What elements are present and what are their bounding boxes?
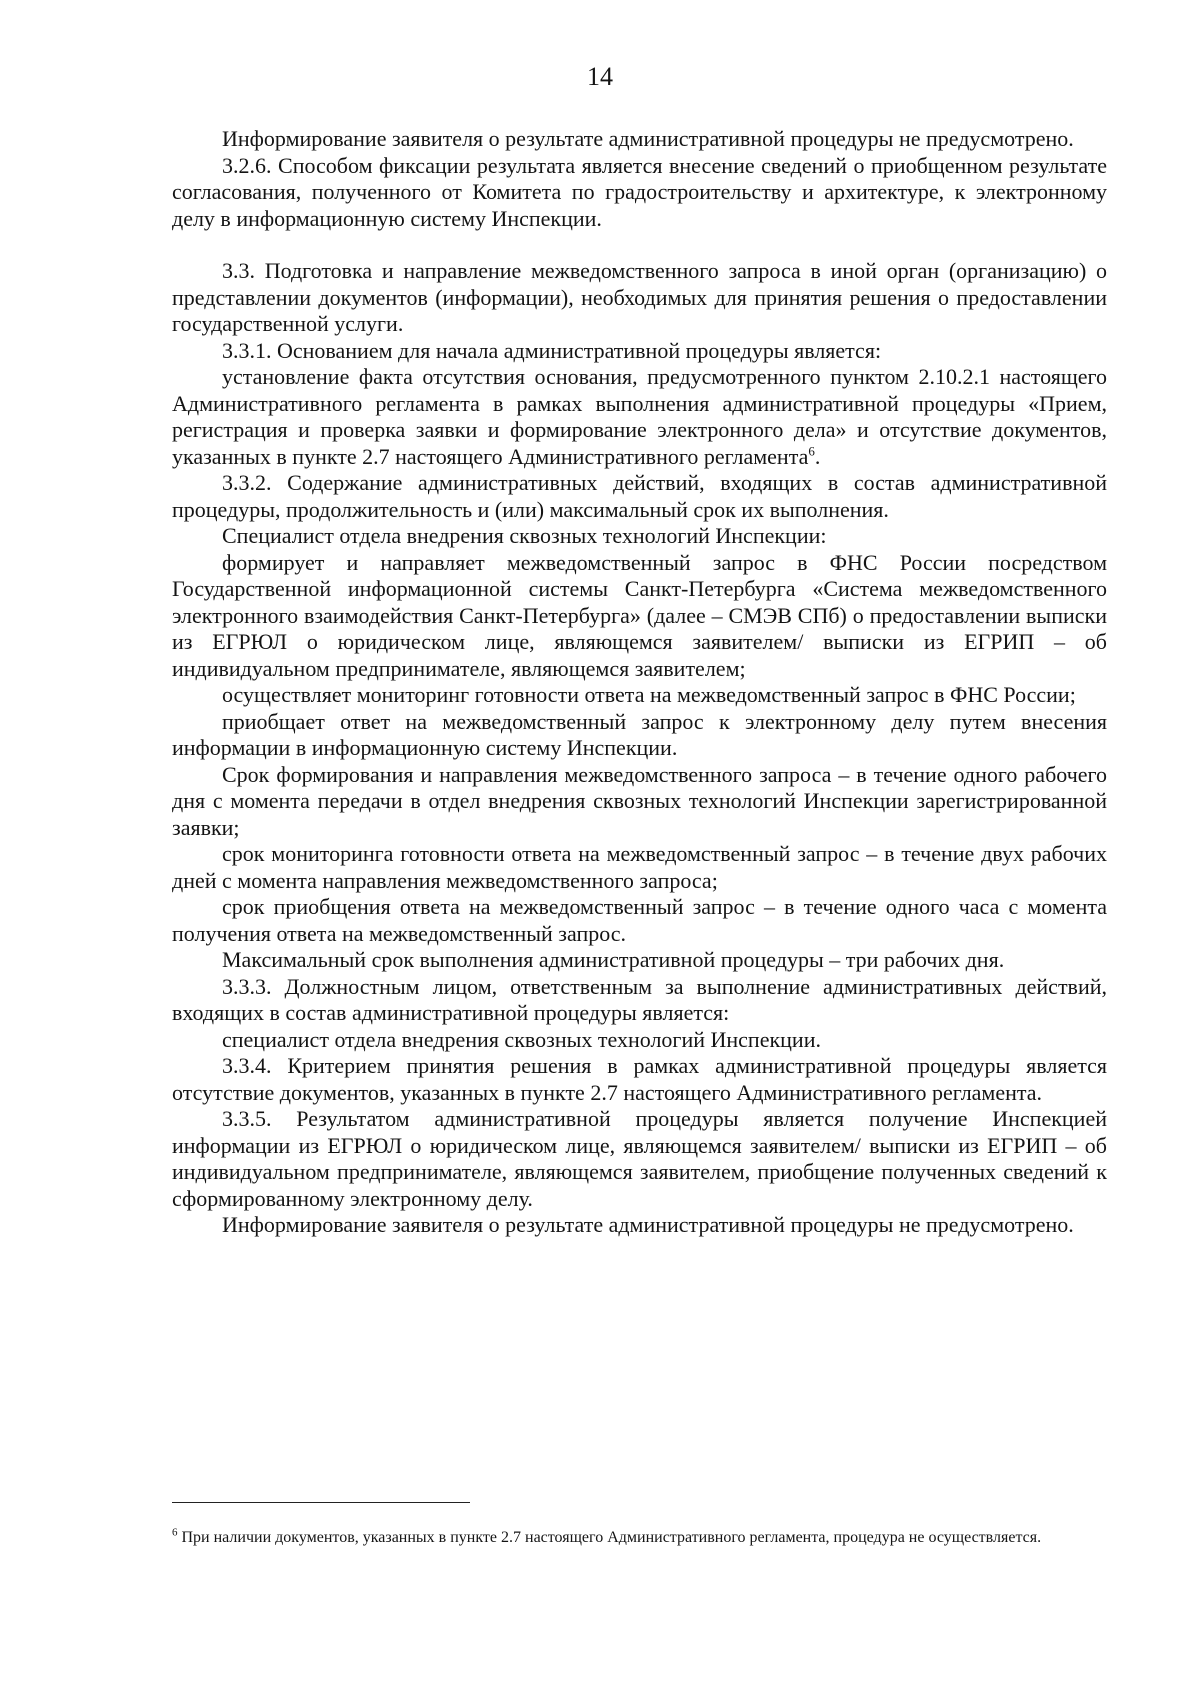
paragraph: срок мониторинга готовности ответа на межведомственный запрос – в течение двух рабочих дней с момента направления межведомственного запроса; <box>172 841 1107 893</box>
footnote-reference: 6 <box>808 443 815 459</box>
page-number: 14 <box>587 62 613 91</box>
section-heading: 3.3. Подготовка и направление межведомственного запроса в иной орган (организацию) о представлении документов (информации), необходимых для принятия решения о предоставлении государственной услуги. <box>172 258 1107 336</box>
paragraph: срок приобщения ответа на межведомственный запрос – в течение одного часа с момента получения ответа на межведомственный запрос. <box>172 894 1107 946</box>
paragraph: Информирование заявителя о результате административной процедуры не предусмотрено. <box>222 126 1074 151</box>
paragraph: Срок формирования и направления межведомственного запроса – в течение одного рабочего дня с момента передачи в отдел внедрения сквозных технологий Инспекции зарегистрированной заявки; <box>172 761 1107 840</box>
body-text <box>172 126 1107 1239</box>
paragraph: 3.2.6. Способом фиксации результата является внесение сведений о приобщенном результате согласования, полученного от Комитета по градостроительству и архитектуре, к электронному делу в информационную систему Инспекции. <box>172 152 1107 231</box>
paragraph: Максимальный срок выполнения административной процедуры – три рабочих дня. <box>222 947 1005 972</box>
paragraph: формирует и направляет межведомственный запрос в ФНС России посредством Государственной информационной системы Санкт-Петербурга «Система межведомственного электронного взаимодействия Санкт-Петербурга» (далее – СМЭВ СПб) о предоставлении выписки из ЕГРЮЛ о юридическом лице, являющемся заявителем/ выписки из ЕГРИП – об индивидуальном предпринимателе, являющемся заявителем; <box>172 549 1107 681</box>
paragraph: 3.3.5. Результатом административной процедуры является получение Инспекцией информации из ЕГРЮЛ о юридическом лице, являющемся заявителем/ выписки из ЕГРИП – об индивидуальном предпринимателе, являющемся заявителем, приобщение полученных сведений к сформированному электронному делу. <box>172 1106 1107 1211</box>
paragraph: Специалист отдела внедрения сквозных технологий Инспекции: <box>222 523 827 548</box>
paragraph: приобщает ответ на межведомственный запрос к электронному делу путем внесения информации в информационную систему Инспекции. <box>172 708 1107 760</box>
paragraph <box>172 364 1107 470</box>
paragraph: 3.3.1. Основанием для начала административной процедуры является: <box>222 337 882 363</box>
paragraph-text: установление факта отсутствия основания, предусмотренного пунктом 2.10.2.1 настоящего Административного регламента в рамках выполнения административной процедуры «Прием, регистрация и проверка заявки и формирование электронного дела» и отсутствие документов, указанных в пункте 2.7 настоящего Административного регламента <box>172 364 1107 469</box>
footnote-text: При наличии документов, указанных в пункте 2.7 настоящего Административного регламента, процедура не осуществляется. <box>177 1529 1042 1546</box>
footnote-marker: 6 <box>172 1526 178 1539</box>
paragraph: Информирование заявителя о результате административной процедуры не предусмотрено. <box>222 1212 1074 1237</box>
paragraph: специалист отдела внедрения сквозных технологий Инспекции. <box>222 1026 821 1052</box>
paragraph-end: . <box>814 443 821 469</box>
paragraph: 3.3.3. Должностным лицом, ответственным за выполнение административных действий, входящих в состав административной процедуры является: <box>172 973 1107 1025</box>
paragraph: 3.3.2. Содержание административных действий, входящих в состав административной процедуры, продолжительность и (или) максимальный срок их выполнения. <box>172 470 1107 522</box>
footnote-divider <box>172 1502 470 1503</box>
paragraph: 3.3.4. Критерием принятия решения в рамках административной процедуры является отсутствие документов, указанных в пункте 2.7 настоящего Административного регламента. <box>172 1053 1107 1105</box>
paragraph: осуществляет мониторинг готовности ответа на межведомственный запрос в ФНС России; <box>222 682 1076 707</box>
footnote <box>172 1528 1107 1548</box>
